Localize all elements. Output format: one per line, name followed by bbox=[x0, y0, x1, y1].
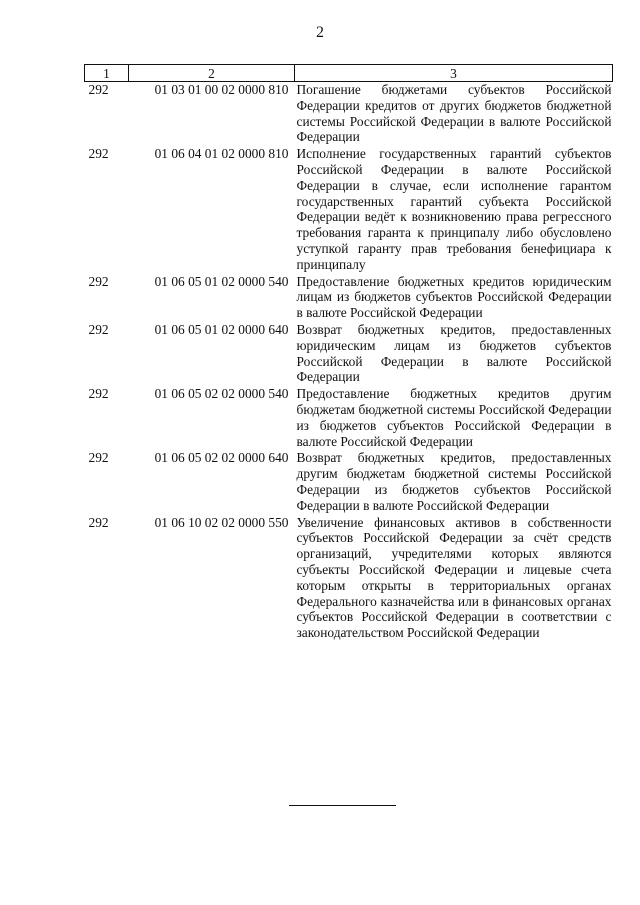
budget-code-cell: 01 03 01 00 02 0000 810 bbox=[154, 82, 289, 97]
description-cell: Предоставление бюджетных кредитов другим бюджетам бюджетной системы Российской Федерации из бюджетов субъектов Российской Федерации в валюте Российской Федерации bbox=[296, 386, 612, 449]
budget-code-cell: 01 06 05 01 02 0000 640 bbox=[154, 321, 289, 337]
table-row bbox=[85, 82, 613, 147]
description-cell: Погашение бюджетами субъектов Российской Федерации кредитов от других бюджетов бюджетной системы Российской Федерации в валюте Российской Федерации bbox=[296, 82, 612, 145]
column-header-1: 1 bbox=[85, 65, 129, 82]
admin-code-cell: 292 bbox=[88, 514, 109, 530]
admin-code-cell: 292 bbox=[88, 146, 109, 162]
table-row bbox=[85, 515, 613, 642]
budget-code-cell: 01 06 10 02 02 0000 550 bbox=[154, 514, 289, 530]
description-cell: Возврат бюджетных кредитов, предоставленных другим бюджетам бюджетной системы Российской Федерации из бюджетов субъектов Российской Федерации в валюте Российской Федерации bbox=[296, 450, 612, 513]
page-number: 2 bbox=[316, 24, 324, 41]
description-cell: Возврат бюджетных кредитов, предоставленных юридическим лицам из бюджетов субъектов Российской Федерации в валюте Российской Федерации bbox=[296, 321, 612, 385]
column-header-2: 2 bbox=[129, 65, 295, 82]
end-separator-line bbox=[289, 805, 396, 806]
admin-code-cell: 292 bbox=[88, 82, 109, 97]
table-row bbox=[85, 322, 613, 386]
budget-code-cell: 01 06 04 01 02 0000 810 bbox=[154, 146, 289, 162]
admin-code-cell: 292 bbox=[88, 450, 109, 466]
description-cell: Предоставление бюджетных кредитов юридическим лицам из бюджетов субъектов Российской Федерации в валюте Российской Федерации bbox=[296, 273, 612, 321]
budget-code-cell: 01 06 05 02 02 0000 640 bbox=[154, 450, 289, 466]
admin-code-cell: 292 bbox=[88, 386, 109, 402]
budget-code-cell: 01 06 05 01 02 0000 540 bbox=[154, 273, 289, 289]
table-row bbox=[85, 386, 613, 450]
table-row bbox=[85, 450, 613, 514]
admin-code-cell: 292 bbox=[88, 273, 109, 289]
admin-code-cell: 292 bbox=[88, 321, 109, 337]
description-cell: Исполнение государственных гарантий субъектов Российской Федерации в валюте Российской Федерации в случае, если исполнение гарантом государственных гарантий субъекта Российской Федерации ведёт к возникновению права регрессного требования гаранта к принципалу либо обусловлено уступкой гаранту прав требования бенефициара к принципалу bbox=[296, 146, 612, 272]
table-header-row bbox=[85, 65, 613, 82]
description-cell: Увеличение финансовых активов в собственности субъектов Российской Федерации за счёт средств организаций, учредителями которых являются субъекты Российской Федерации и лицевые счета которым открыты в территориальных органах Федерального казначейства или в финансовых органах субъектов Российской Федерации в соответствии с законодательством Российской Федерации bbox=[296, 514, 612, 641]
budget-code-cell: 01 06 05 02 02 0000 540 bbox=[154, 386, 289, 402]
table-row bbox=[85, 274, 613, 322]
column-header-3: 3 bbox=[295, 65, 613, 82]
budget-codes-table bbox=[84, 64, 613, 642]
table-row bbox=[85, 146, 613, 273]
